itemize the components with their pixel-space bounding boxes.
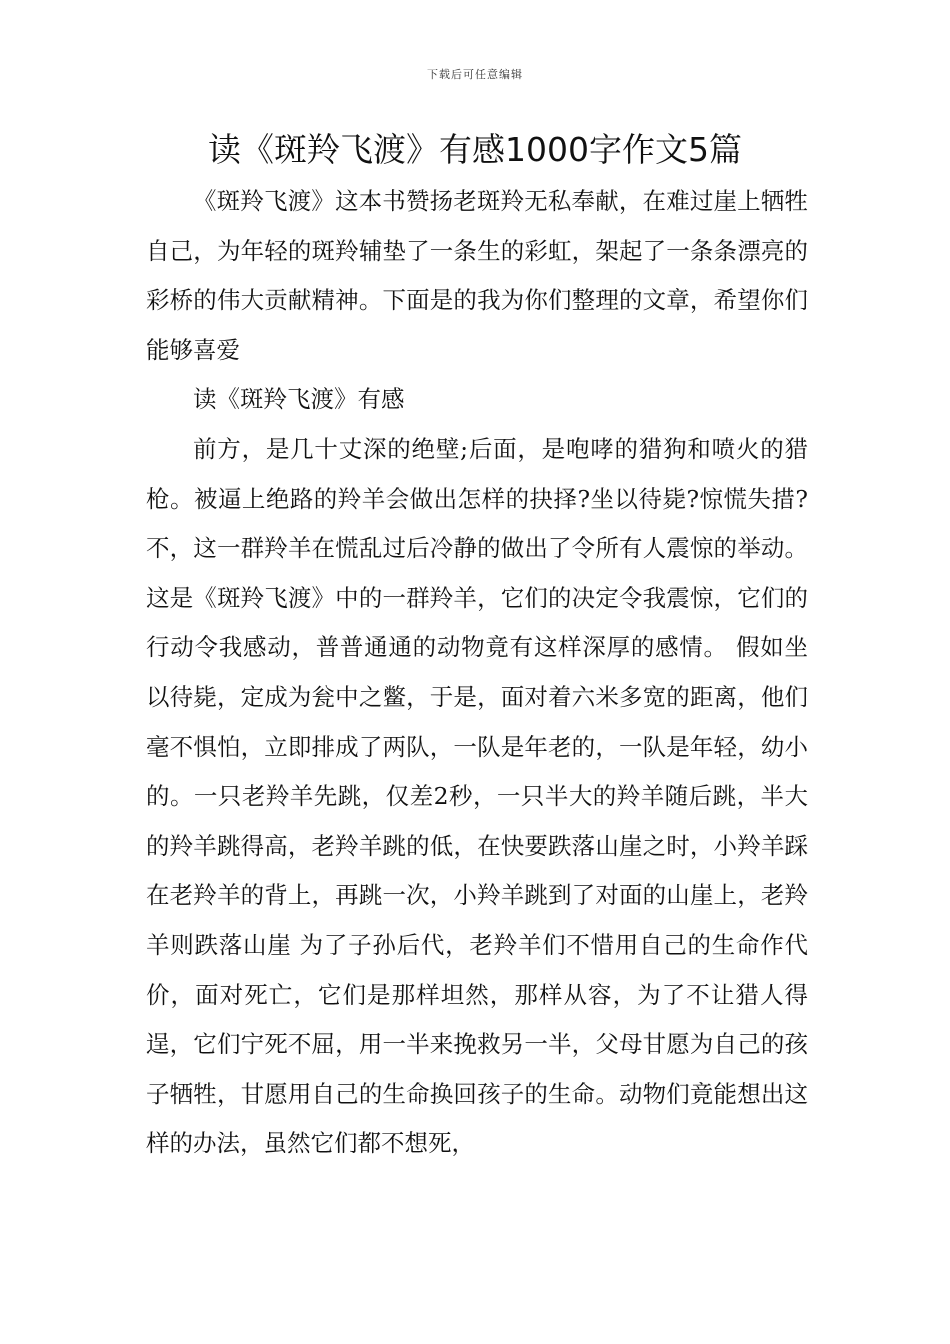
document-body [146,177,808,1169]
document-title: 读《斑羚飞渡》有感1000字作文5篇 [208,130,742,169]
essay-paragraph: 前方，是几十丈深的绝壁;后面，是咆哮的猎狗和喷火的猎枪。被逼上绝路的羚羊会做出怎样的抉择?坐以待毙?惊慌失措?不，这一群羚羊在慌乱过后冷静的做出了令所有人震惊的举动。这是《斑羚飞渡》中的一群羚羊，它们的决定令我震惊，它们的行动令我感动，普普通通的动物竟有这样深厚的感情。 假如坐以待毙，定成为瓮中之鳖，于是，面对着六米多宽的距离，他们毫不惧怕，立即排成了两队，一队是年老的，一队是年轻，幼小的。一只老羚羊先跳，仅差2秒，一只半大的羚羊随后跳，半大的羚羊跳得高，老羚羊跳的低，在快要跌落山崖之时，小羚羊踩在老羚羊的背上，再跳一次，小羚羊跳到了对面的山崖上，老羚羊则跌落山崖 为了子孙后代，老羚羊们不惜用自己的生命作代价，面对死亡，它们是那样坦然，那样从容，为了不让猎人得逞，它们宁死不屈，用一半来挽救另一半，父母甘愿为自己的孩子牺牲，甘愿用自己的生命换回孩子的生命。动物们竟能想出这样的办法，虽然它们都不想死， [146,434,808,1158]
section-heading: 读《斑羚飞渡》有感 [193,385,405,414]
intro-paragraph: 《斑羚飞渡》这本书赞扬老斑羚无私奉献，在难过崖上牺牲自己，为年轻的斑羚辅垫了一条生的彩虹，架起了一条条漂亮的彩桥的伟大贡献精神。下面是的我为你们整理的文章，希望你们能够喜爱 [146,187,808,364]
header-note: 下载后可任意编辑 [427,68,523,81]
